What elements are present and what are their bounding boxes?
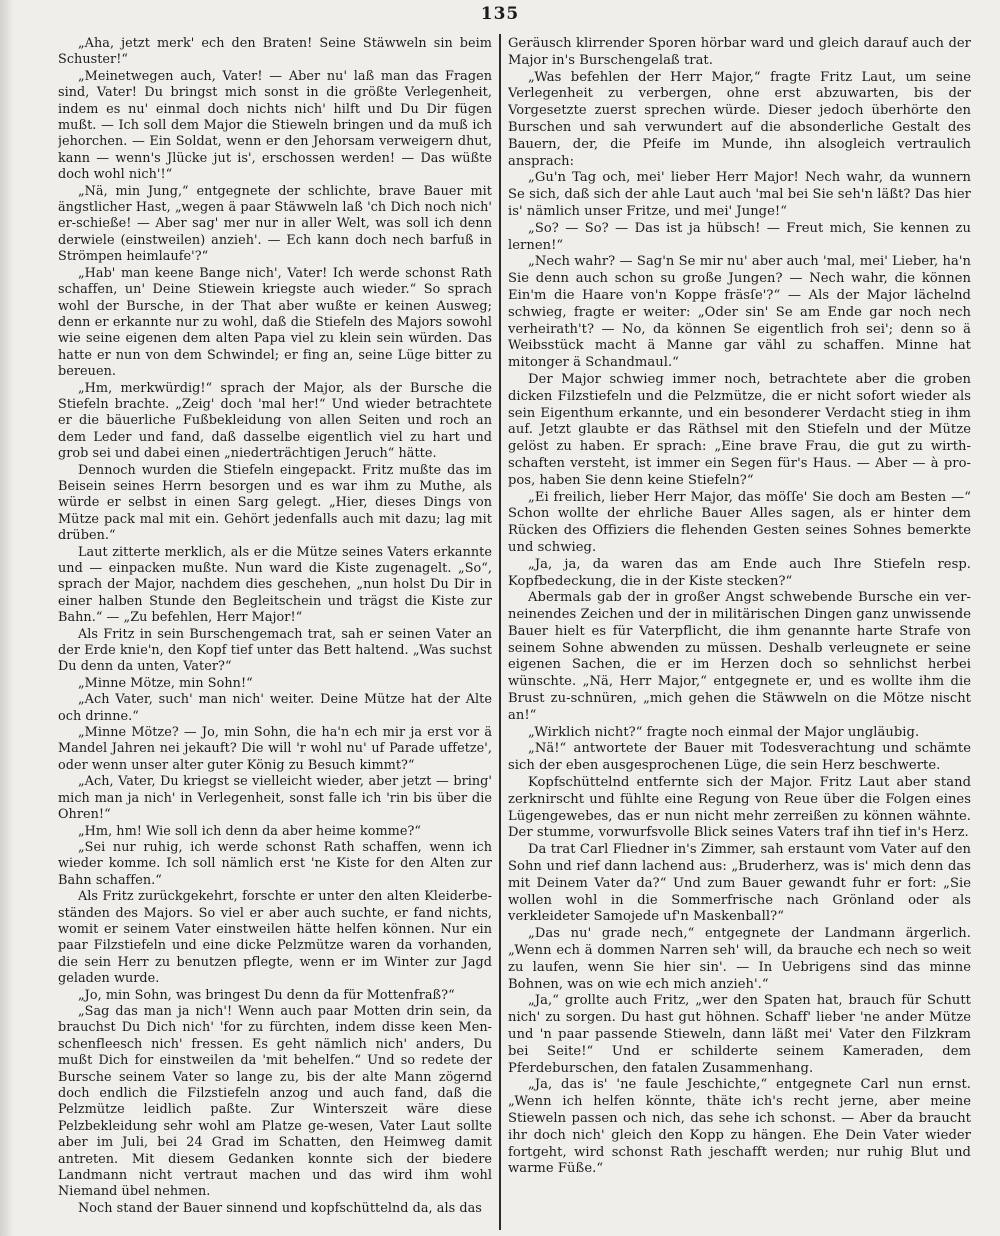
- paragraph: „Ja, das is' 'ne faule Jeschichte,“ entgegnete Carl nun ernst. „Wenn ich helfen könnte, thäte ich's recht jerne, aber meine Stieweln passen och nich, das sehe ich schonst. — Aber da braucht ihr doch nich' gleich den Kopp zu hängen. Ehe Dein Vater wieder fortgeht, wird schonst Rath jeschafft werden; nur ruhig Blut und warme Füße.“: [508, 1077, 971, 1177]
- paragraph: Als Fritz in sein Burschengemach trat, sah er seinen Vater an der Erde knie'n, den Kopf tief unter das Bett haltend. „Was suchst Du denn da unten, Vater?“: [58, 626, 492, 675]
- paragraph: „Meinetwegen auch, Vater! — Aber nu' laß man das Fragen sind, Vater! Du bringst mich sonst in die größte Verlegenheit, indem es nu' einmal doch nichts nich' hilft und Du Dir fügen mußt. — Ich soll dem Major die Stieweln bringen und da muß ich jehorchen. — Ein Soldat, wenn er den Jehorsam verweigern dhut, kann — wenn's Jlücke jut is', erschossen werden! — Das wüßte doch wohl nich'!“: [58, 68, 492, 183]
- right-column: [508, 36, 971, 1226]
- paragraph: „Minne Mötze, min Sohn!“: [78, 675, 253, 691]
- paragraph: „Was befehlen der Herr Major,“ fragte Fritz Laut, um seine Verlegenheit zu verbergen, ohne erst abzuwarten, bis der Vorgesetzte zuerst sprechen würde. Dieser jedoch überhörte den Burschen und sah verwundert auf die absonderliche Gestalt des Bauern, der, die Pfeife im Munde, ihn alsogleich vertraulich ansprach:: [508, 69, 971, 169]
- paragraph: Als Fritz zurückgekehrt, forschte er unter den alten Kleiderbe-ständen des Majors. So viel er aber auch suchte, er fand nichts, womit er seinem Vater einstweilen hätte helfen können. Nur ein paar Filzstiefeln und eine dicke Pelzmütze waren da vorhanden, die sein Herr zu benutzen pflegte, wenn er im Winter zur Jagd geladen wurde.: [58, 889, 492, 987]
- paragraph: „Ja, ja, da waren das am Ende auch Ihre Stiefeln resp. Kopfbedeckung, die in der Kiste stecken?“: [508, 556, 971, 589]
- paragraph: „Nä, min Jung,“ entgegnete der schlichte, brave Bauer mit ängstlicher Hast, „wegen ä paar Stäwweln laß 'ch Dich noch nich' er-schieße! — Aber sag' mer nur in aller Welt, was soll ich denn derwiele (einstweilen) anzieh'. — Ech kann doch nech barfuß in Strömpen heimlaufe'?“: [58, 183, 492, 265]
- paragraph: „Ei freilich, lieber Herr Major, das möſſe' Sie doch am Besten —“ Schon wollte der ehrliche Bauer Alles sagen, als er hinter dem Rücken des Offiziers die flehenden Gesten seines Sohnes bemerkte und schwieg.: [508, 489, 971, 555]
- paragraph: „Das nu' grade nech,“ entgegnete der Landmann ärgerlich. „Wenn ech ä dommen Narren seh' will, da brauche ech nech so weit zu laufen, wenn Sie hier sin'. — In Uebrigens sind das minne Bohnen, was on wie ech mich anzieh'.“: [508, 926, 971, 992]
- paragraph: „Aha, jetzt merk' ech den Braten! Seine Stäwweln sin beim Schuster!“: [58, 36, 492, 68]
- paragraph: „Minne Mötze? — Jo, min Sohn, die ha'n ech mir ja erst vor ä Mandel Jahren nei jekauft? Die will 'r wohl nu' uf Parade uffetze', oder wenn unser alter guter König zu Besuch kimmt?“: [58, 725, 492, 773]
- paragraph: „Sag das man ja nich'! Wenn auch paar Motten drin sein, da brauchst Du Dich nich' 'for zu fürchten, indem disse keen Men-schenfleesch nich' fressen. Es geht nämlich nich' anders, Du mußt Dich for einstweilen da 'mit behelfen.“ Und so redete der Bursche seinem Vater so lange zu, bis der alte Mann zögernd doch endlich die Filzstiefeln anzog und auch fand, daß die Pelzmütze leidlich paßte. Zur Winterszeit wäre diese Pelzbekleidung sehr wohl am Platze ge-wesen, Vater Laut sollte aber im Juli, bei 24 Grad im Schatten, den Heimweg damit antreten. Mit diesem Gedanken konnte sich der biedere Landmann nicht vertraut machen und das wird ihm wohl Niemand übel nehmen.: [58, 1003, 492, 1200]
- paragraph: „Gu'n Tag och, mei' lieber Herr Major! Nech wahr, da wunnern Se sich, daß sich der ahle Laut auch 'mal bei Sie seh'n läßt? Das hier is' nämlich unser Fritze, und mei' Junge!“: [508, 170, 971, 219]
- paragraph: „Nech wahr? — Sag'n Se mir nu' aber auch 'mal, mei' Lieber, ha'n Sie denn auch schon su große Jungen? — Nech wahr, die können Ein'm die Haare von'n Koppe fräsſe'?“ — Als der Major lächelnd schwieg, fragte er weiter: „Oder sin' Se am Ende gar noch nech verheirath't? — No, da können Se eigentlich froh sei'; denn so ä Weibsstück macht ä Manne gar vähl zu schaffen. Minne hat mitonger ä Schandmaul.“: [508, 254, 971, 371]
- paragraph: Noch stand der Bauer sinnend und kopfschüttelnd da, als das: [78, 1200, 482, 1216]
- paragraph: „So? — So? — Das ist ja hübsch! — Freut mich, Sie kennen zu lernen!“: [508, 220, 971, 253]
- left-column: [58, 36, 492, 1226]
- paragraph: „Hab' man keene Bange nich', Vater! Ich werde schonst Rath schaffen, un' Deine Stiewein kriegste auch wieder.“ So sprach wohl der Bursche, in der That aber wußte er keinen Ausweg; denn er erkannte nur zu wohl, daß die Stiefeln des Majors sowohl wie seine eigenen dem alten Papa viel zu klein sein würden. Das hatte er nun von dem Schwindel; er fing an, seine Lüge bitter zu bereuen.: [58, 265, 492, 380]
- paragraph: „Ach, Vater, Du kriegst se vielleicht wieder, aber jetzt — bring' mich man ja nich' in Verlegenheit, sonst falle ich 'rin bis über die Ohren!“: [58, 774, 492, 823]
- paragraph: „Sei nur ruhig, ich werde schonst Rath schaffen, wenn ich wieder komme. Ich soll nämlich erst 'ne Kiste for den Alten zur Bahn schaffen.“: [58, 839, 492, 888]
- paragraph: Dennoch wurden die Stiefeln eingepackt. Fritz mußte das im Beisein seines Herrn besorgen und es war ihm zu Muthe, als würde er selbst in einen Sarg gelegt. „Hier, dieses Dings von Mütze pack mal mit ein. Gehört jedenfalls auch mit dazu; lag mit drüben.“: [58, 462, 492, 544]
- paragraph: Der Major schwieg immer noch, betrachtete aber die groben dicken Filzstiefeln und die Pelzmütze, die er nicht sofort wieder als sein Eigenthum erkannte, und ein besonderer Verdacht stieg in ihm auf. Jetzt glaubte er das Räthsel mit den Stiefeln und der Mütze gelöst zu haben. Er sprach: „Eine brave Frau, die gut zu wirth-schaften versteht, ist immer ein Segen für's Haus. — Aber — à pro-pos, haben Sie denn keine Stiefeln?“: [508, 371, 971, 488]
- paragraph: „Ach Vater, such' man nich' weiter. Deine Mütze hat der Alte och drinne.“: [58, 692, 492, 724]
- column-divider: [499, 34, 501, 1230]
- paragraph: Geräusch klirrender Sporen hörbar ward und gleich darauf auch der Major in's Burschengelaß trat.: [508, 36, 971, 68]
- page-number: 135: [480, 4, 520, 24]
- page-edge-shadow: [0, 0, 14, 1236]
- paragraph: „Hm, hm! Wie soll ich denn da aber heime komme?“: [78, 823, 421, 839]
- paragraph: Laut zitterte merklich, als er die Mütze seines Vaters erkannte und — einpacken mußte. Nun ward die Kiste zugenagelt. „So“, sprach der Major, nachdem dies geschehen, „nun holst Du Dir in einer halben Stunde den Begleitschein und trägst die Kiste zur Bahn.“ — „Zu befehlen, Herr Major!“: [58, 544, 492, 626]
- paragraph: Da trat Carl Fliedner in's Zimmer, sah erstaunt vom Vater auf den Sohn und rief dann lachend aus: „Bruderherz, was is' mich denn das mit Deinem Vater da?“ Und zum Bauer gewandt fuhr er fort: „Sie wollen wohl in die Sommerfrische nach Grönland oder als verkleideter Samojede uf'n Maskenball?“: [508, 842, 971, 925]
- paragraph: Abermals gab der in großer Angst schwebende Bursche ein ver-neinendes Zeichen und der in militärischen Dingen ganz unwissende Bauer hielt es für Vaterpflicht, die ihm genannte harte Strafe von seinem Sohne abwenden zu müssen. Deshalb verleugnete er seine eigenen Sachen, die er im Herzen doch so sehnlichst herbei wünschte. „Nä, Herr Major,“ entgegnete er, und es wollte ihm die Brust zu-schnüren, „mich gehen die Stäwweln on die Mötze nischt an!“: [508, 590, 971, 723]
- paragraph: „Ja,“ grollte auch Fritz, „wer den Spaten hat, brauch für Schutt nich' zu sorgen. Du hast gut höhnen. Schaff' lieber 'ne ander Mütze und 'n paar passende Stieweln, dann läßt mei' Vater den Filzkram bei Seite!“ Und er schilderte seinem Kameraden, dem Pferdeburschen, den fatalen Zusammenhang.: [508, 993, 971, 1076]
- paragraph: „Wirklich nicht?“ fragte noch einmal der Major ungläubig.: [528, 724, 920, 740]
- paragraph: „Jo, min Sohn, was bringest Du denn da für Mottenfraß?“: [78, 987, 455, 1003]
- paragraph: „Nä!“ antwortete der Bauer mit Todesverachtung und schämte sich der eben ausgesprochenen Lüge, die sein Herz beschwerte.: [508, 741, 971, 774]
- paragraph: „Hm, merkwürdig!“ sprach der Major, als der Bursche die Stiefeln brachte. „Zeig' doch 'mal her!“ Und wieder betrachtete er die bäuerliche Fußbekleidung von allen Seiten und roch an dem Leder und fand, daß dasselbe eigentlich viel zu hart und grob sei und dabei einen „niederträchtigen Jeruch“ hätte.: [58, 380, 492, 462]
- paragraph: Kopfschüttelnd entfernte sich der Major. Fritz Laut aber stand zerknirscht und fühlte eine Regung von Reue über die Folgen eines Lügengewebes, das er nun nicht mehr zerreißen zu können wähnte. Der stumme, vorwurfsvolle Blick seines Vaters traf ihn tief in's Herz.: [508, 775, 971, 841]
